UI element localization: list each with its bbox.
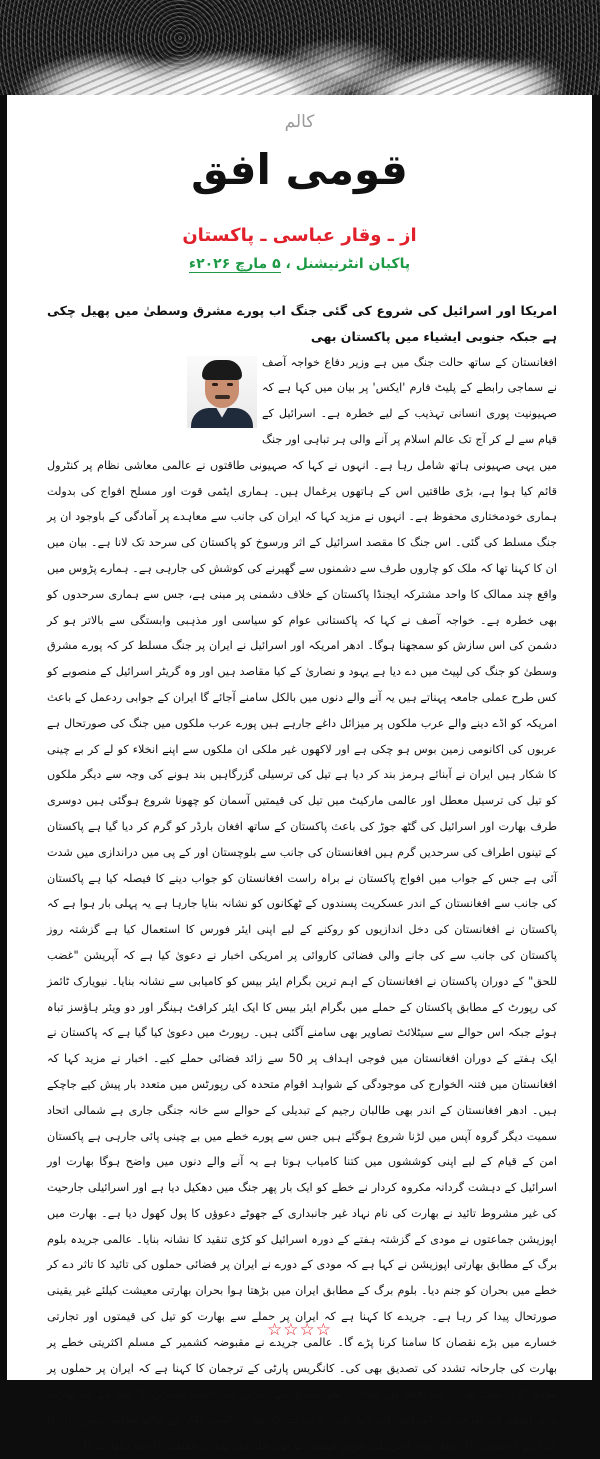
separator: ، bbox=[280, 256, 291, 272]
section-kicker: کالم bbox=[284, 112, 315, 132]
publication-name: پاکبان انٹرنیشنل bbox=[295, 256, 411, 272]
column-title: قومی افق bbox=[191, 145, 408, 194]
grunge-header-banner bbox=[0, 0, 600, 95]
publication-line bbox=[7, 256, 592, 272]
author-byline: از ـ وقار عباسی ـ پاکستان bbox=[182, 225, 417, 246]
article-lead: امریکا اور اسرائیل کی شروع کی گئی جنگ اب پورے مشرق وسطیٰ میں پھیل چکی ہے جبکہ جنوبی ایشیاء میں پاکستان بھی bbox=[47, 303, 557, 344]
article-text: افغانستان کے ساتھ حالت جنگ میں ہے وزیر دفاع خواجہ آصف نے سماجی رابطے کے پلیٹ فارم 'ایکس' پر بیان میں کہا ہے کہ صہیونیت پوری انسانی تہذیب کے لیے خطرہ ہے۔ اسرائیل کے قیام سے لے کر آج تک عالم اسلام پر آنے والی ہر تباہی اور جنگ میں یہی صہیونی ہاتھ شامل رہا ہے۔ انہوں نے کہا کہ صہیونی طاقتوں نے عالمی معاشی نظام پر کنٹرول قائم کیا ہوا ہے، بڑی طاقتیں اس کے ہاتھوں یرغمال ہیں۔ ہماری ایٹمی قوت اور مسلح افواج کی بدولت ہماری خودمختاری محفوظ ہے۔ انہوں نے مزید کہا کہ ایران کی جانب سے معاہدے پر آمادگی کے باوجود ان پر جنگ مسلط کی گئی۔ اس جنگ کا مقصد اسرائیل کے اثر ورسوخ کو پاکستان کی سرحد تک لانا ہے۔ بیان میں ان کا کہنا تھا کہ ملک کو چاروں طرف سے دشمنوں سے گھیرنے کی کوشش کی جارہی ہے۔ ہمارے پڑوس میں واقع چند ممالک کا واحد مشترکہ ایجنڈا پاکستان کے خلاف دشمنی پر مبنی ہے، جس سے ہماری سرحدوں کو بھی خطرہ ہے۔ خواجہ آصف نے کہا کہ پاکستانی عوام کو سیاسی اور مذہبی وابستگی سے بالاتر ہو کر دشمن کی اس سازش کو سمجھنا ہوگا۔ ادھر امریکہ اور اسرائیل نے ایران پر جنگ مسلط کر کہ پورے مشرق وسطیٰ کو جنگ کی لپیٹ میں دے دیا ہے یہود و نصاریٰ کے کیا مقاصد ہیں اور وہ گریٹر اسرائیل کے منصوبے کو کس طرح عملی جامعہ پہناتے ہیں یہ آنے والے دنوں میں بالکل سامنے آجائے گا ایران کے جوابی ردعمل کے باعث امریکہ کو اڈے دینے والے عرب ملکوں پر میزائل داغے جارہے ہیں پورے عرب ملکوں میں جنگ کی صورتحال ہے عربوں کی اکانومی زمین بوس ہو چکی ہے اور لاکھوں غیر ملکی ان ملکوں سے اپنے انخلاء کو لے کر بے چینی کا شکار ہیں ایران نے آبنائے ہرمز بند کر دیا ہے تیل کی ترسیلی گزرگاہیں بند ہونے کی وجہ سے دیگر ملکوں کو تیل کی ترسیل معطل اور عالمی مارکیٹ میں تیل کی قیمتیں آسمان کو چھونا شروع ہوگئی ہیں دوسری طرف بھارت اور اسرائیل کی گٹھ جوڑ کی باعث پاکستان کے ساتھ افغان بارڈر کو گرم کر دیا گیا ہے پاکستان کے تینوں اطراف کی سرحدیں گرم ہیں افغانستان کی جانب سے بلوچستان اور کے پی میں دراندازی میں شدت آئی ہے جس کے جواب میں افواج پاکستان نے براہ راست افغانستان کو جواب دینے کا فیصلہ کیا ہے پاکستان کی جانب سے افغانستان کے اندر عسکریت پسندوں کے ٹھکانوں کو نشانہ بنایا جارہا ہے یہ پہلی بار ہوا ہے کہ پاکستان نے افغانستان کی دخل اندازیوں کو روکنے کے لیے اپنی ایئر فورس کا استعمال کیا ہے گزشتہ روز پاکستان کی جانب سے کی جانے والی فضائی کاروائی پر امریکی اخبار نے دعویٰ کیا ہے کہ آپریشن "غضب للحق" کے دوران پاکستان نے افغانستان کے اہم ترین بگرام ایئر بیس کو کامیابی سے نشانہ بنایا۔ نیویارک ٹائمز کی رپورٹ کے مطابق پاکستان کے حملے میں بگرام ایئر بیس کا ایک ایئر کرافٹ ہینگر اور دو ویئر ہاؤسز تباہ ہوئے جبکہ اس حوالے سے سیٹلائٹ تصاویر بھی سامنے آگئی ہیں۔ رپورٹ میں دعویٰ کیا گیا ہے کہ پاکستان نے ایک ہفتے کے دوران افغانستان میں فوجی اہداف پر 50 سے زائد فضائی حملے کیے۔ اخبار نے مزید کہا کہ افغانستان میں فتنہ الخوارج کی موجودگی کے شواہد اقوام متحدہ کی رپورٹس میں متعدد بار پیش کیے جاچکے ہیں۔ ادھر افغانستان کے اندر بھی طالبان رجیم کے تبدیلی کے حوالے سے خانہ جنگی جاری ہے شمالی اتحاد سمیت دیگر گروہ آپس میں لڑنا شروع ہوگئے ہیں جس سے پورے خطے میں بے چینی پائی جارہی ہے پاکستان امن کے قیام کے لیے اپنی کوششوں میں کتنا کامیاب ہوتا ہے یہ آنے والے دنوں میں واضح ہوگا بھارت اور اسرائیل کے دہشت گردانہ مکروہ کردار نے خطے کو ایک بار پھر جنگ میں دھکیل دیا ہے اور اسرائیلی جارحیت کی غیر مشروط تائید نے بھارت کی نام نہاد غیر جانبداری کے جھوٹے دعوؤں کا پول کھول دیا ہے۔ بھارت میں اپوزیشن جماعتوں نے مودی کے گزشتہ ہفتے کے دورہ اسرائیل کو کڑی تنقید کا نشانہ بنایا۔ عالمی جریدہ بلوم برگ کے مطابق بھارتی اپوزیشن نے کہا ہے کہ مودی کے دورے نے ایران پر فضائی حملوں کی تائید کا تاثر دے کر خطے میں بحران کو جنم دیا۔ بلوم برگ کے مطابق ایران میں بڑھتا ہوا بحران بھارتی معیشت کیلئے غیر یقینی صورتحال پیدا کر رہا ہے۔ جریدے کا کہنا ہے کہ ایران پر حملے سے بھارت کو تیل کی قیمتوں اور تجارتی خسارے میں بڑے نقصان کا سامنا کرنا پڑے گا۔ عالمی جریدے نے مقبوضہ کشمیر کے مسلم اکثریتی خطے پر بھارت کی جارحانہ تشدد کی تصدیق بھی کی۔ کانگریس پارٹی کے ترجمان کا کہنا ہے کہ ایران پر حملوں پر مودی کا ردعمل بھارت کی اقدار اور مفادات سے غداری ہے۔ دریں اثنا عالمی ماہرین کا کہنا ہے کہ بھارتی وزیر اعظم کی طرف سے اسرائیل کی تائید ثابت کرتی ہے کہ بھارت کسی ملک کے ساتھ مخلص نہیں۔ ان کا کہنا ہے کہ مودی کا دوغلا رویہ اسرائیلی خوش فہمی کو بھی جلد ہی بھیانک حقیقت کا منہ دکھا دے گا۔ bbox=[47, 355, 558, 1453]
article-body bbox=[47, 298, 557, 1459]
end-stars: ☆☆☆☆ bbox=[267, 1320, 332, 1340]
article-paragraph bbox=[47, 350, 557, 1459]
grunge-texture bbox=[0, 0, 600, 95]
photo-gap-right bbox=[47, 350, 262, 452]
publication-date: ۵ مارچ ۲۰۲۶ء bbox=[188, 256, 281, 272]
article-card bbox=[7, 95, 592, 1453]
